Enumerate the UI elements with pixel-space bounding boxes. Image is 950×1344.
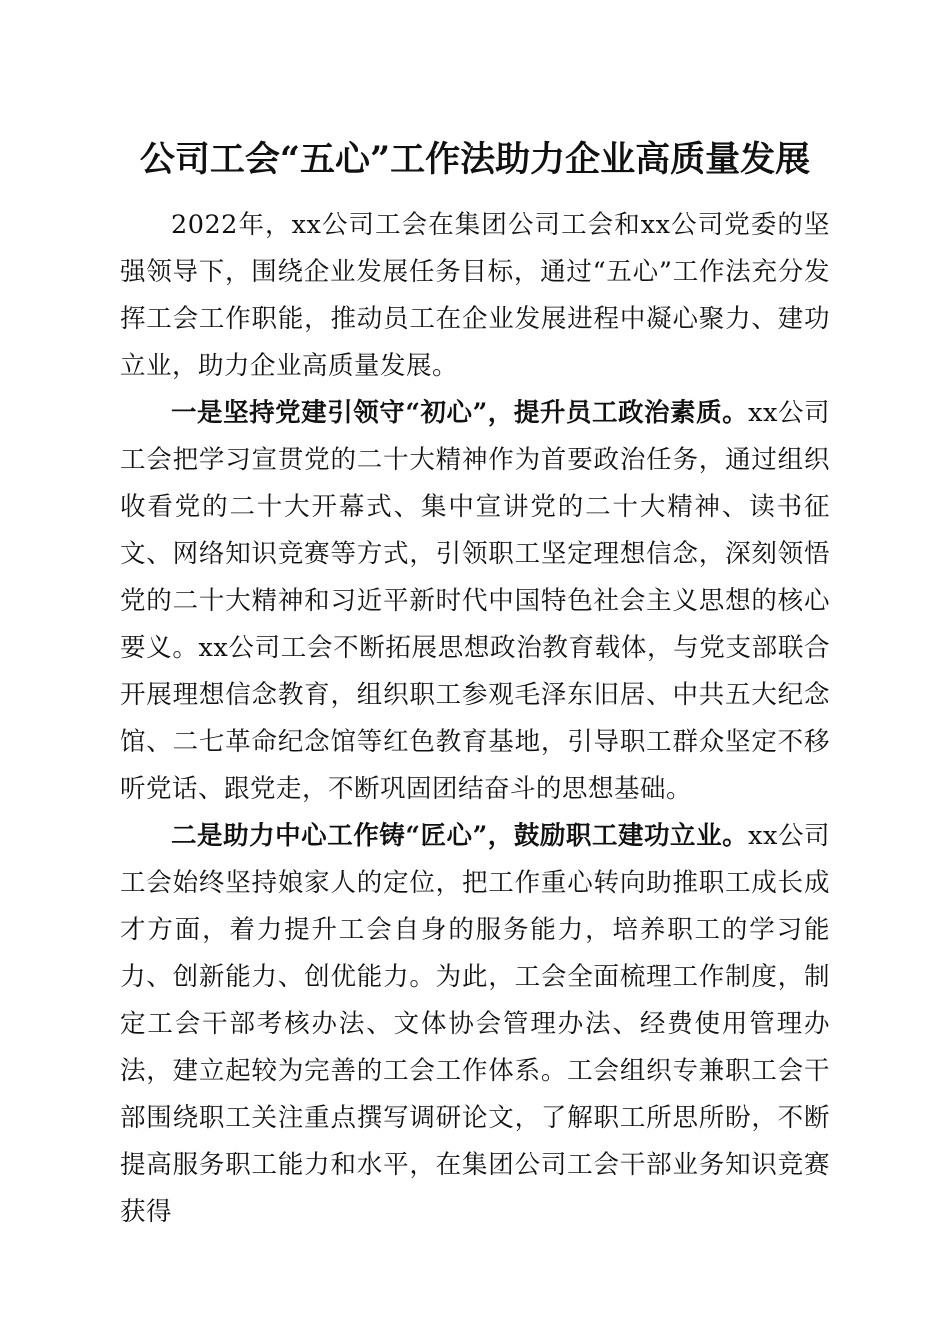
document-title: 公司工会“五心”工作法助力企业高质量发展 [139, 139, 811, 180]
section-text-1: xx公司工会把学习宣贯党的二十大精神作为首要政治任务，通过组织收看党的二十大开幕式、集中宣讲党的二十大精神、读书征文、网络知识竞赛等方式，引领职工坚定理想信念，深刻领悟党的二十大精神和习近平新时代中国特色社会主义思想的核心要义。xx公司工会不断拓展思想政治教育载体，与党支部联合开展理想信念教育，组织职工参观毛泽东旧居、中共五大纪念馆、二七革命纪念馆等红色教育基地，引导职工群众坚定不移听党话、跟党走，不断巩固团结奋斗的思想基础。 [120, 398, 830, 804]
intro-paragraph: 2022年，xx公司工会在集团公司工会和xx公司党委的坚强领导下，围绕企业发展任务目标，通过“五心”工作法充分发挥工会工作职能，推动员工在企业发展进程中凝心聚力、建功立业，助力企业高质量发展。 [120, 210, 830, 381]
document-body [120, 202, 830, 1236]
section-lead-2: 二是助力中心工作铸“匠心”，鼓励职工建功立业。 [171, 821, 749, 851]
section-lead-1: 一是坚持党建引领守“初心”，提升员工政治素质。 [171, 398, 749, 428]
section-text-2: xx公司工会始终坚持娘家人的定位，把工作重心转向助推职工成长成才方面，着力提升工会自身的服务能力，培养职工的学习能力、创新能力、创优能力。为此，工会全面梳理工作制度，制定工会干部考核办法、文体协会管理办法、经费使用管理办法，建立起较为完善的工会工作体系。工会组织专兼职工会干部围绕职工关注重点撰写调研论文，了解职工所思所盼，不断提高服务职工能力和水平，在集团公司工会干部业务知识竞赛获得 [120, 821, 830, 1227]
section-paragraph-2 [120, 813, 830, 1236]
section-paragraph-1 [120, 390, 830, 813]
